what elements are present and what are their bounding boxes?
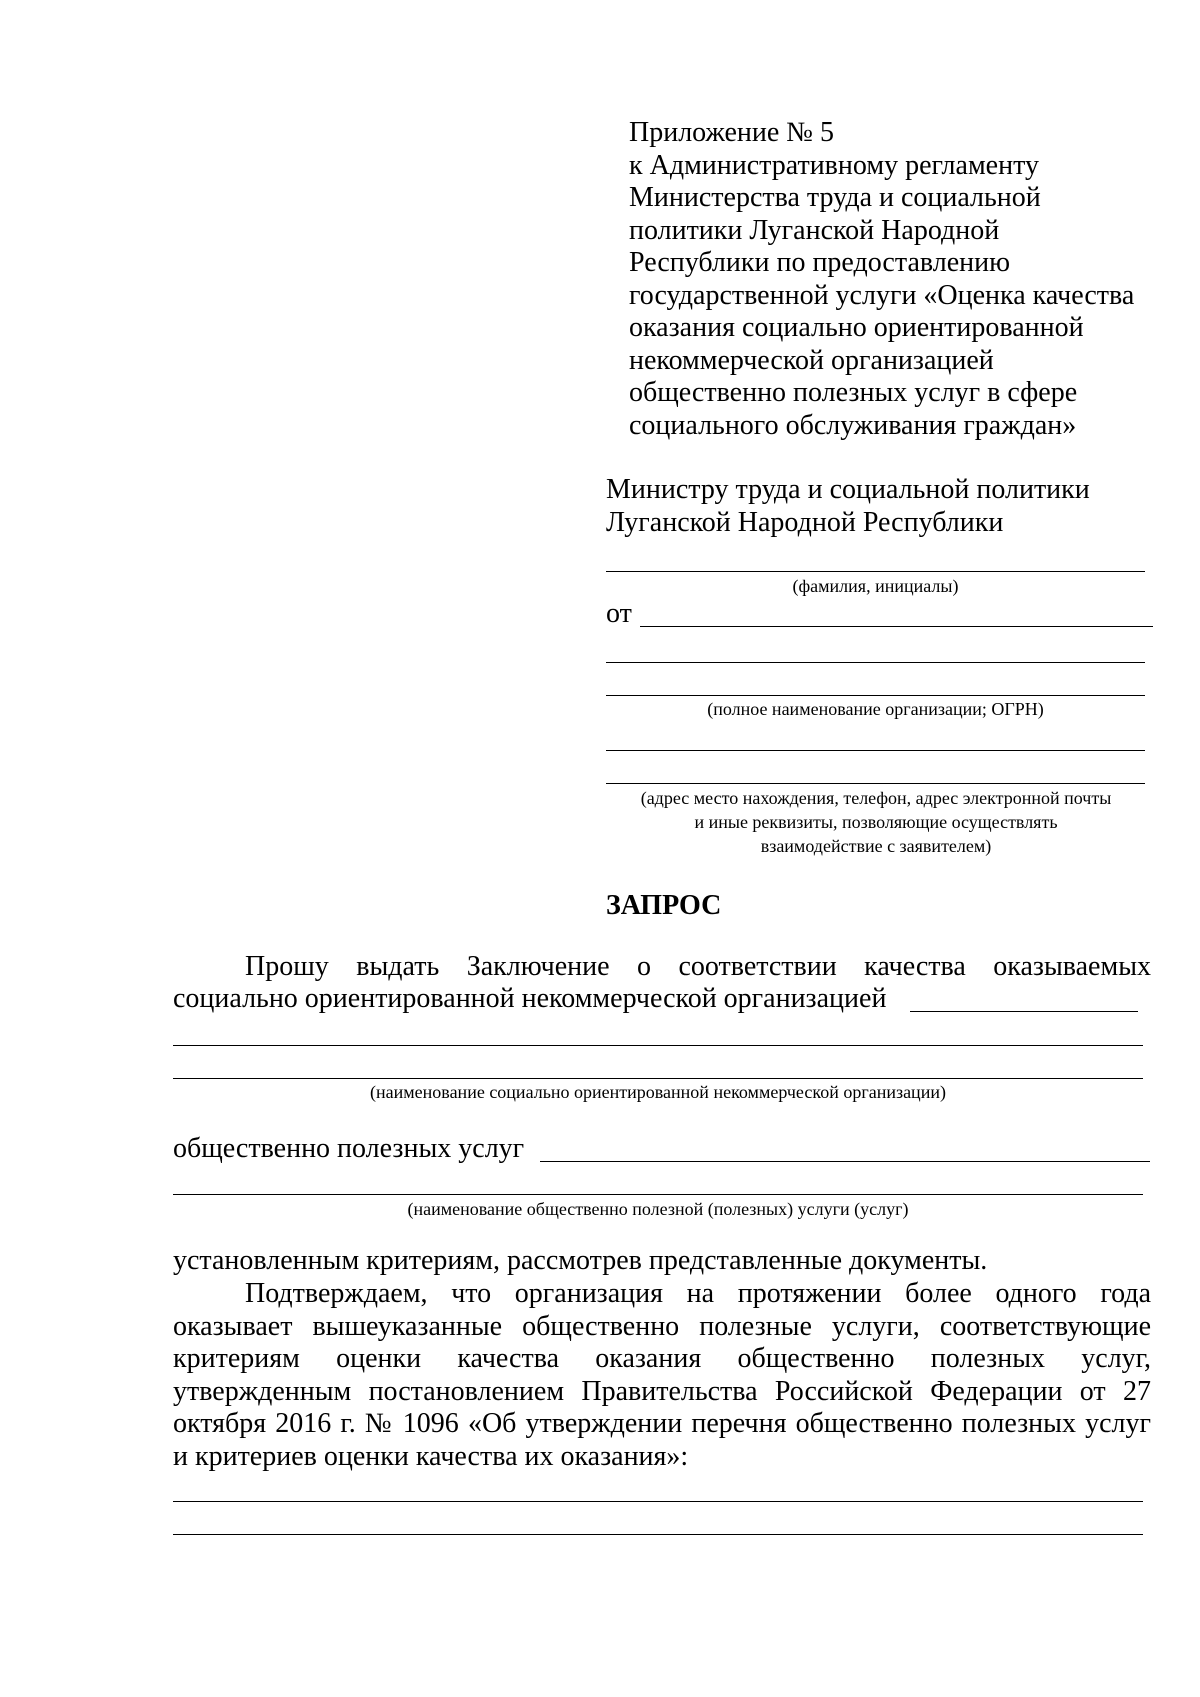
request-line-2: социально ориентированной некоммерческой организацией bbox=[173, 983, 887, 1014]
services-fill-line[interactable] bbox=[540, 1161, 1150, 1162]
confirm-line: утвержденным постановлением Правительства Российской Федерации от 27 bbox=[173, 1375, 1151, 1407]
org-fill-line-2[interactable] bbox=[606, 695, 1145, 696]
from-fill-line[interactable] bbox=[640, 626, 1153, 627]
services-fill-line-2[interactable] bbox=[173, 1194, 1143, 1195]
org-fill-line-1[interactable] bbox=[606, 662, 1145, 663]
request-line-1: Прошу выдать Заключение о соответствии качества оказываемых bbox=[245, 951, 1151, 982]
criteria-line: установленным критериям, рассмотрев представленные документы. bbox=[173, 1245, 988, 1276]
answer-fill-line-1[interactable] bbox=[173, 1501, 1143, 1502]
caption-org: (полное наименование организации; ОГРН) bbox=[707, 699, 1044, 719]
confirm-line: Подтверждаем, что организация на протяжении более одного года bbox=[245, 1278, 1151, 1309]
caption-nko: (наименование социально ориентированной некоммерческой организации) bbox=[370, 1082, 946, 1102]
services-label: общественно полезных услуг bbox=[173, 1133, 525, 1164]
appendix-line: социального обслуживания граждан» bbox=[629, 409, 1077, 441]
appendix-block bbox=[629, 117, 1149, 442]
appendix-line: Приложение № 5 bbox=[629, 117, 834, 148]
appendix-line: некоммерческой организацией bbox=[629, 344, 994, 376]
caption-name: (фамилия, инициалы) bbox=[792, 576, 959, 596]
appendix-line: политики Луганской Народной bbox=[629, 214, 1000, 246]
caption-services: (наименование общественно полезной (полезных) услуги (услуг) bbox=[407, 1199, 909, 1219]
appendix-line: к Административному регламенту bbox=[629, 149, 1039, 181]
appendix-line: Министерства труда и социальной bbox=[629, 182, 1041, 213]
addressee-line: Министру труда и социальной политики bbox=[606, 474, 1090, 505]
name-fill-line[interactable] bbox=[606, 571, 1145, 572]
confirm-line: критериям оценки качества оказания общественно полезных услуг, bbox=[173, 1343, 1151, 1374]
confirm-line: октября 2016 г. № 1096 «Об утверждении перечня общественно полезных услуг bbox=[173, 1408, 1151, 1439]
appendix-line: государственной услуги «Оценка качества bbox=[629, 279, 1135, 311]
caption-address-line: взаимодействие с заявителем) bbox=[760, 836, 992, 856]
caption-address-line: (адрес место нахождения, телефон, адрес электронной почты bbox=[640, 788, 1112, 808]
answer-fill-line-2[interactable] bbox=[173, 1534, 1143, 1535]
appendix-line: оказания социально ориентированной bbox=[629, 312, 1084, 343]
document-title: ЗАПРОС bbox=[606, 890, 722, 921]
address-fill-line-2[interactable] bbox=[606, 783, 1145, 784]
confirm-line: и критериев оценки качества их оказания»: bbox=[173, 1440, 689, 1472]
nko-fill-line-2[interactable] bbox=[173, 1078, 1143, 1079]
caption-address-line: и иные реквизиты, позволяющие осуществлять bbox=[694, 812, 1058, 832]
nko-fill-line-inline[interactable] bbox=[910, 1011, 1138, 1012]
confirm-line: оказывает вышеуказанные общественно полезные услуги, соответствующие bbox=[173, 1310, 1151, 1342]
appendix-line: общественно полезных услуг в сфере bbox=[629, 377, 1078, 408]
appendix-line: Республики по предоставлению bbox=[629, 247, 1011, 278]
confirm-paragraph bbox=[173, 1278, 1151, 1473]
addressee-line: Луганской Народной Республики bbox=[606, 506, 1004, 538]
nko-fill-line-1[interactable] bbox=[173, 1045, 1143, 1046]
from-label: от bbox=[606, 598, 632, 629]
addressee-block bbox=[606, 474, 1166, 539]
address-fill-line-1[interactable] bbox=[606, 750, 1145, 751]
caption-address bbox=[600, 786, 1152, 858]
